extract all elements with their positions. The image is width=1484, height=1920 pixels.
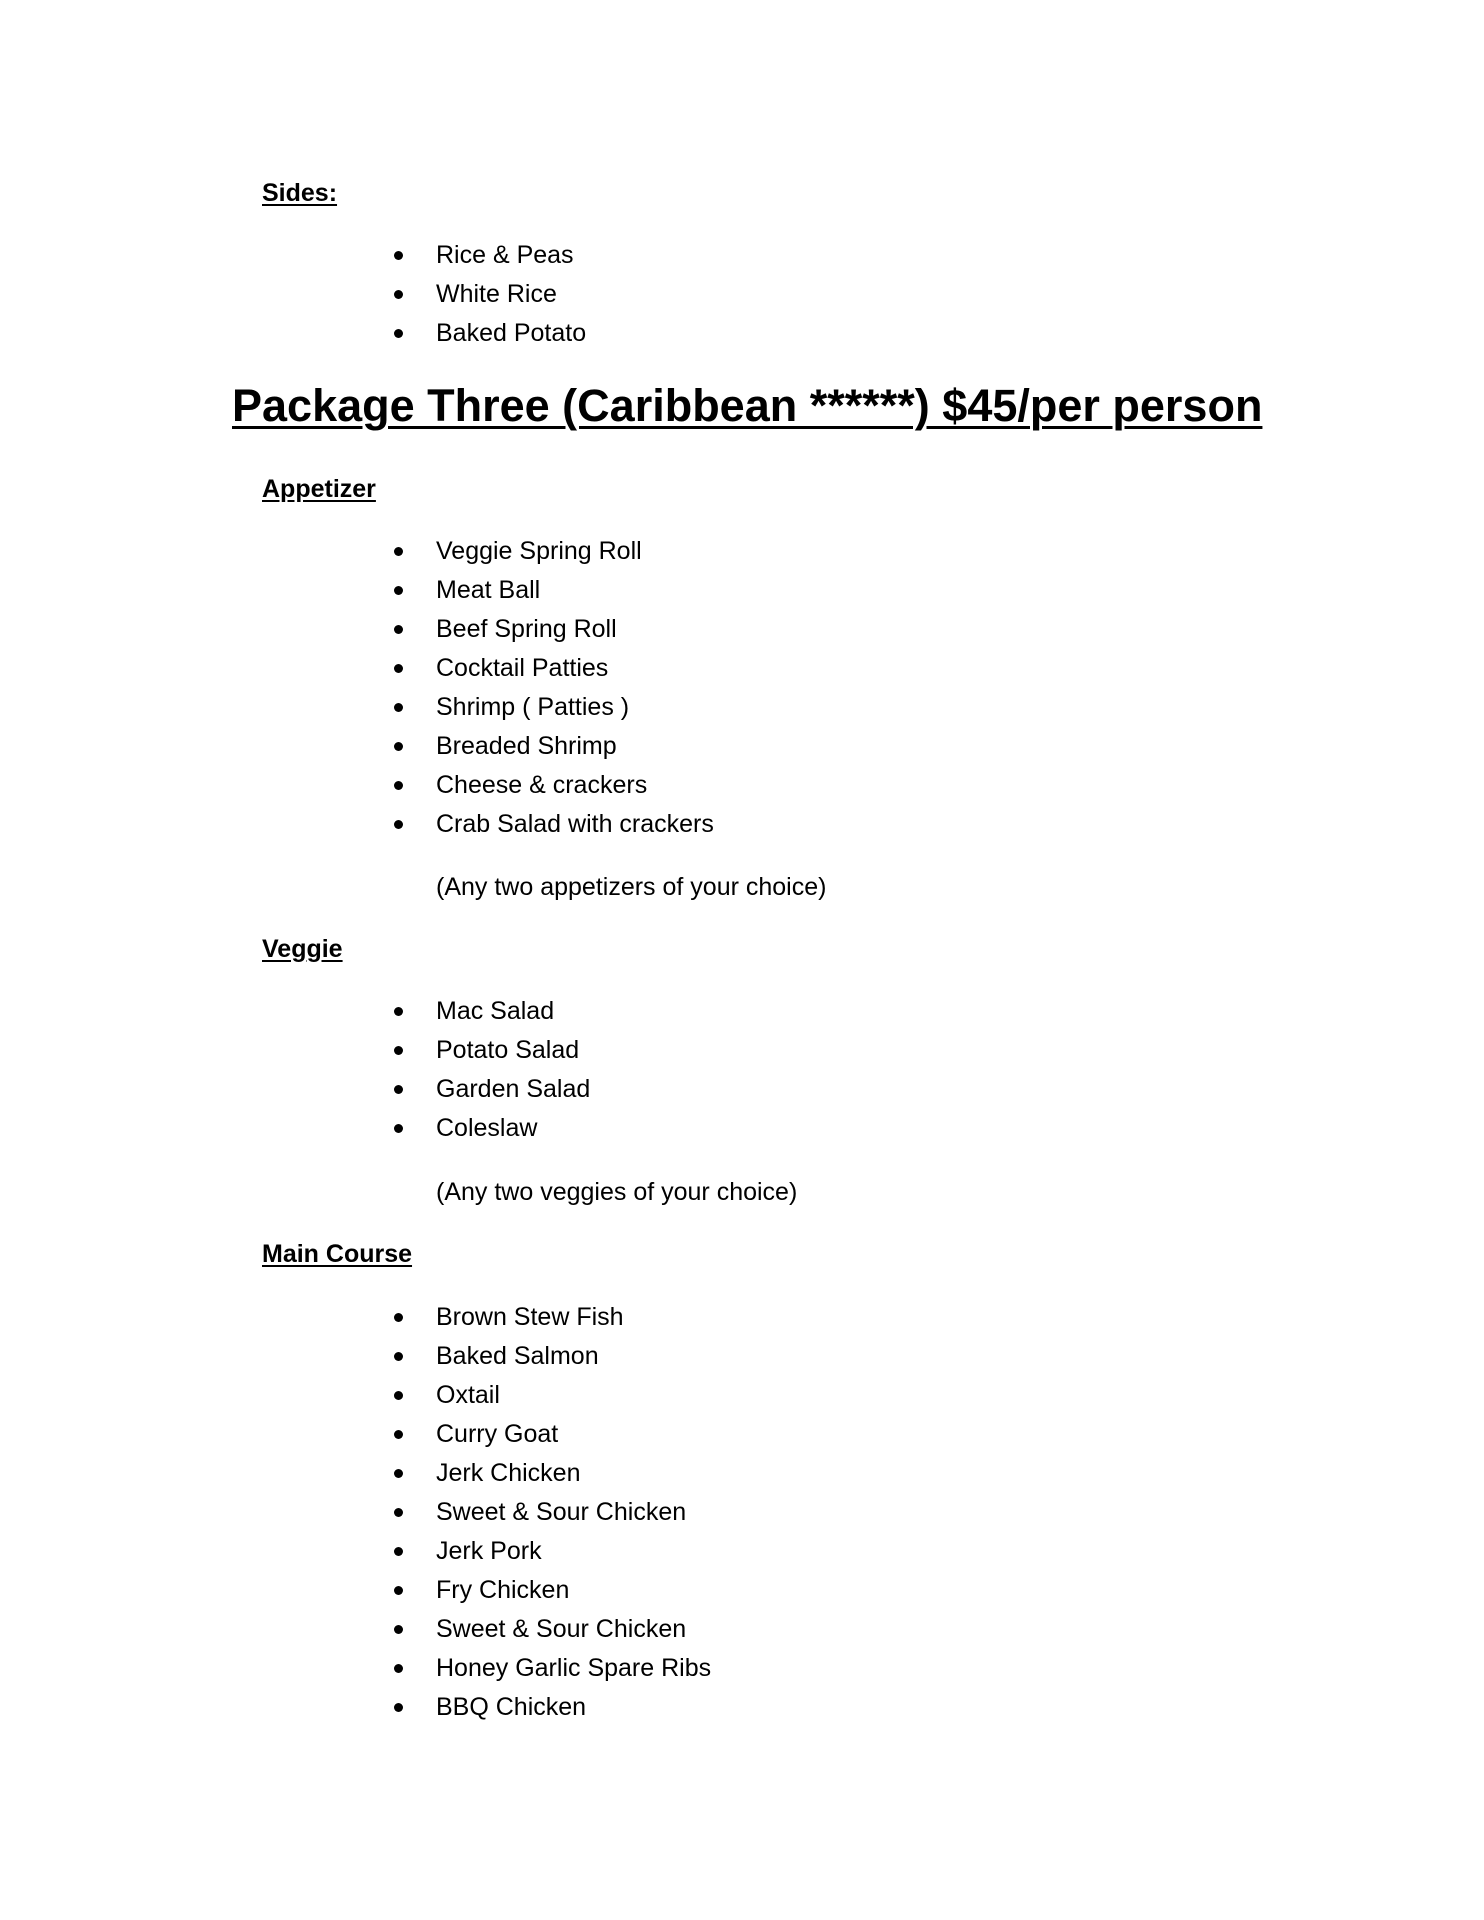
- list-item-label: Baked Salmon: [436, 1342, 599, 1370]
- list-item-label: Oxtail: [436, 1381, 500, 1409]
- bullet-icon: [394, 664, 403, 673]
- bullet-icon: [394, 251, 403, 260]
- bullet-icon: [394, 1046, 403, 1055]
- list-item-label: Veggie Spring Roll: [436, 537, 642, 565]
- list-item: [394, 1532, 711, 1571]
- bullet-icon: [394, 1085, 403, 1094]
- list-item-label: White Rice: [436, 280, 557, 308]
- list-item: [394, 571, 714, 610]
- list-item: [394, 1610, 711, 1649]
- sides-list: [394, 236, 586, 353]
- list-item: [394, 314, 586, 353]
- list-item: [394, 1454, 711, 1493]
- main-course-list: [394, 1298, 711, 1727]
- sides-heading: Sides:: [262, 179, 338, 207]
- bullet-icon: [394, 742, 403, 751]
- appetizer-heading: Appetizer: [262, 475, 376, 503]
- bullet-icon: [394, 1391, 403, 1400]
- bullet-icon: [394, 1313, 403, 1322]
- bullet-icon: [394, 1508, 403, 1517]
- list-item: [394, 610, 714, 649]
- bullet-icon: [394, 1430, 403, 1439]
- list-item-label: Brown Stew Fish: [436, 1303, 624, 1331]
- veggie-list: [394, 992, 590, 1148]
- list-item: [394, 236, 586, 275]
- list-item-label: Breaded Shrimp: [436, 732, 617, 760]
- bullet-icon: [394, 1664, 403, 1673]
- veggie-heading: Veggie: [262, 935, 343, 963]
- list-item-label: Mac Salad: [436, 997, 555, 1025]
- package-title: Package Three (Caribbean ******) $45/per person: [232, 380, 1263, 431]
- bullet-icon: [394, 329, 403, 338]
- appetizer-note: (Any two appetizers of your choice): [436, 873, 827, 901]
- bullet-icon: [394, 1586, 403, 1595]
- veggie-note: (Any two veggies of your choice): [436, 1178, 798, 1206]
- list-item-label: Rice & Peas: [436, 241, 574, 269]
- bullet-icon: [394, 586, 403, 595]
- bullet-icon: [394, 1625, 403, 1634]
- list-item-label: Garden Salad: [436, 1075, 591, 1103]
- list-item: [394, 1493, 711, 1532]
- bullet-icon: [394, 1703, 403, 1712]
- list-item: [394, 688, 714, 727]
- list-item-label: Baked Potato: [436, 319, 587, 347]
- bullet-icon: [394, 1007, 403, 1016]
- list-item-label: Jerk Chicken: [436, 1459, 581, 1487]
- bullet-icon: [394, 1469, 403, 1478]
- list-item-label: Coleslaw: [436, 1114, 538, 1142]
- bullet-icon: [394, 290, 403, 299]
- list-item-label: BBQ Chicken: [436, 1693, 587, 1721]
- list-item-label: Cheese & crackers: [436, 771, 648, 799]
- list-item-label: Curry Goat: [436, 1420, 559, 1448]
- bullet-icon: [394, 703, 403, 712]
- list-item: [394, 1649, 711, 1688]
- list-item: [394, 1337, 711, 1376]
- list-item-label: Potato Salad: [436, 1036, 580, 1064]
- list-item: [394, 1688, 711, 1727]
- bullet-icon: [394, 625, 403, 634]
- bullet-icon: [394, 1124, 403, 1133]
- list-item: [394, 275, 586, 314]
- list-item: [394, 1376, 711, 1415]
- list-item: [394, 805, 714, 844]
- list-item-label: Cocktail Patties: [436, 654, 609, 682]
- list-item: [394, 532, 714, 571]
- list-item-label: Jerk Pork: [436, 1537, 542, 1565]
- bullet-icon: [394, 1547, 403, 1556]
- list-item: [394, 1070, 590, 1109]
- list-item: [394, 1415, 711, 1454]
- list-item: [394, 1031, 590, 1070]
- bullet-icon: [394, 820, 403, 829]
- list-item: [394, 727, 714, 766]
- list-item: [394, 1109, 590, 1148]
- list-item: [394, 992, 590, 1031]
- list-item: [394, 1298, 711, 1337]
- list-item-label: Meat Ball: [436, 576, 541, 604]
- list-item-label: Sweet & Sour Chicken: [436, 1498, 687, 1526]
- list-item: [394, 649, 714, 688]
- list-item-label: Shrimp ( Patties ): [436, 693, 630, 721]
- bullet-icon: [394, 781, 403, 790]
- list-item-label: Crab Salad with crackers: [436, 810, 714, 838]
- bullet-icon: [394, 547, 403, 556]
- list-item-label: Sweet & Sour Chicken: [436, 1615, 687, 1643]
- list-item: [394, 766, 714, 805]
- list-item-label: Honey Garlic Spare Ribs: [436, 1654, 712, 1682]
- list-item: [394, 1571, 711, 1610]
- list-item-label: Fry Chicken: [436, 1576, 570, 1604]
- bullet-icon: [394, 1352, 403, 1361]
- list-item-label: Beef Spring Roll: [436, 615, 617, 643]
- appetizer-list: [394, 532, 714, 844]
- main-course-heading: Main Course: [262, 1240, 413, 1268]
